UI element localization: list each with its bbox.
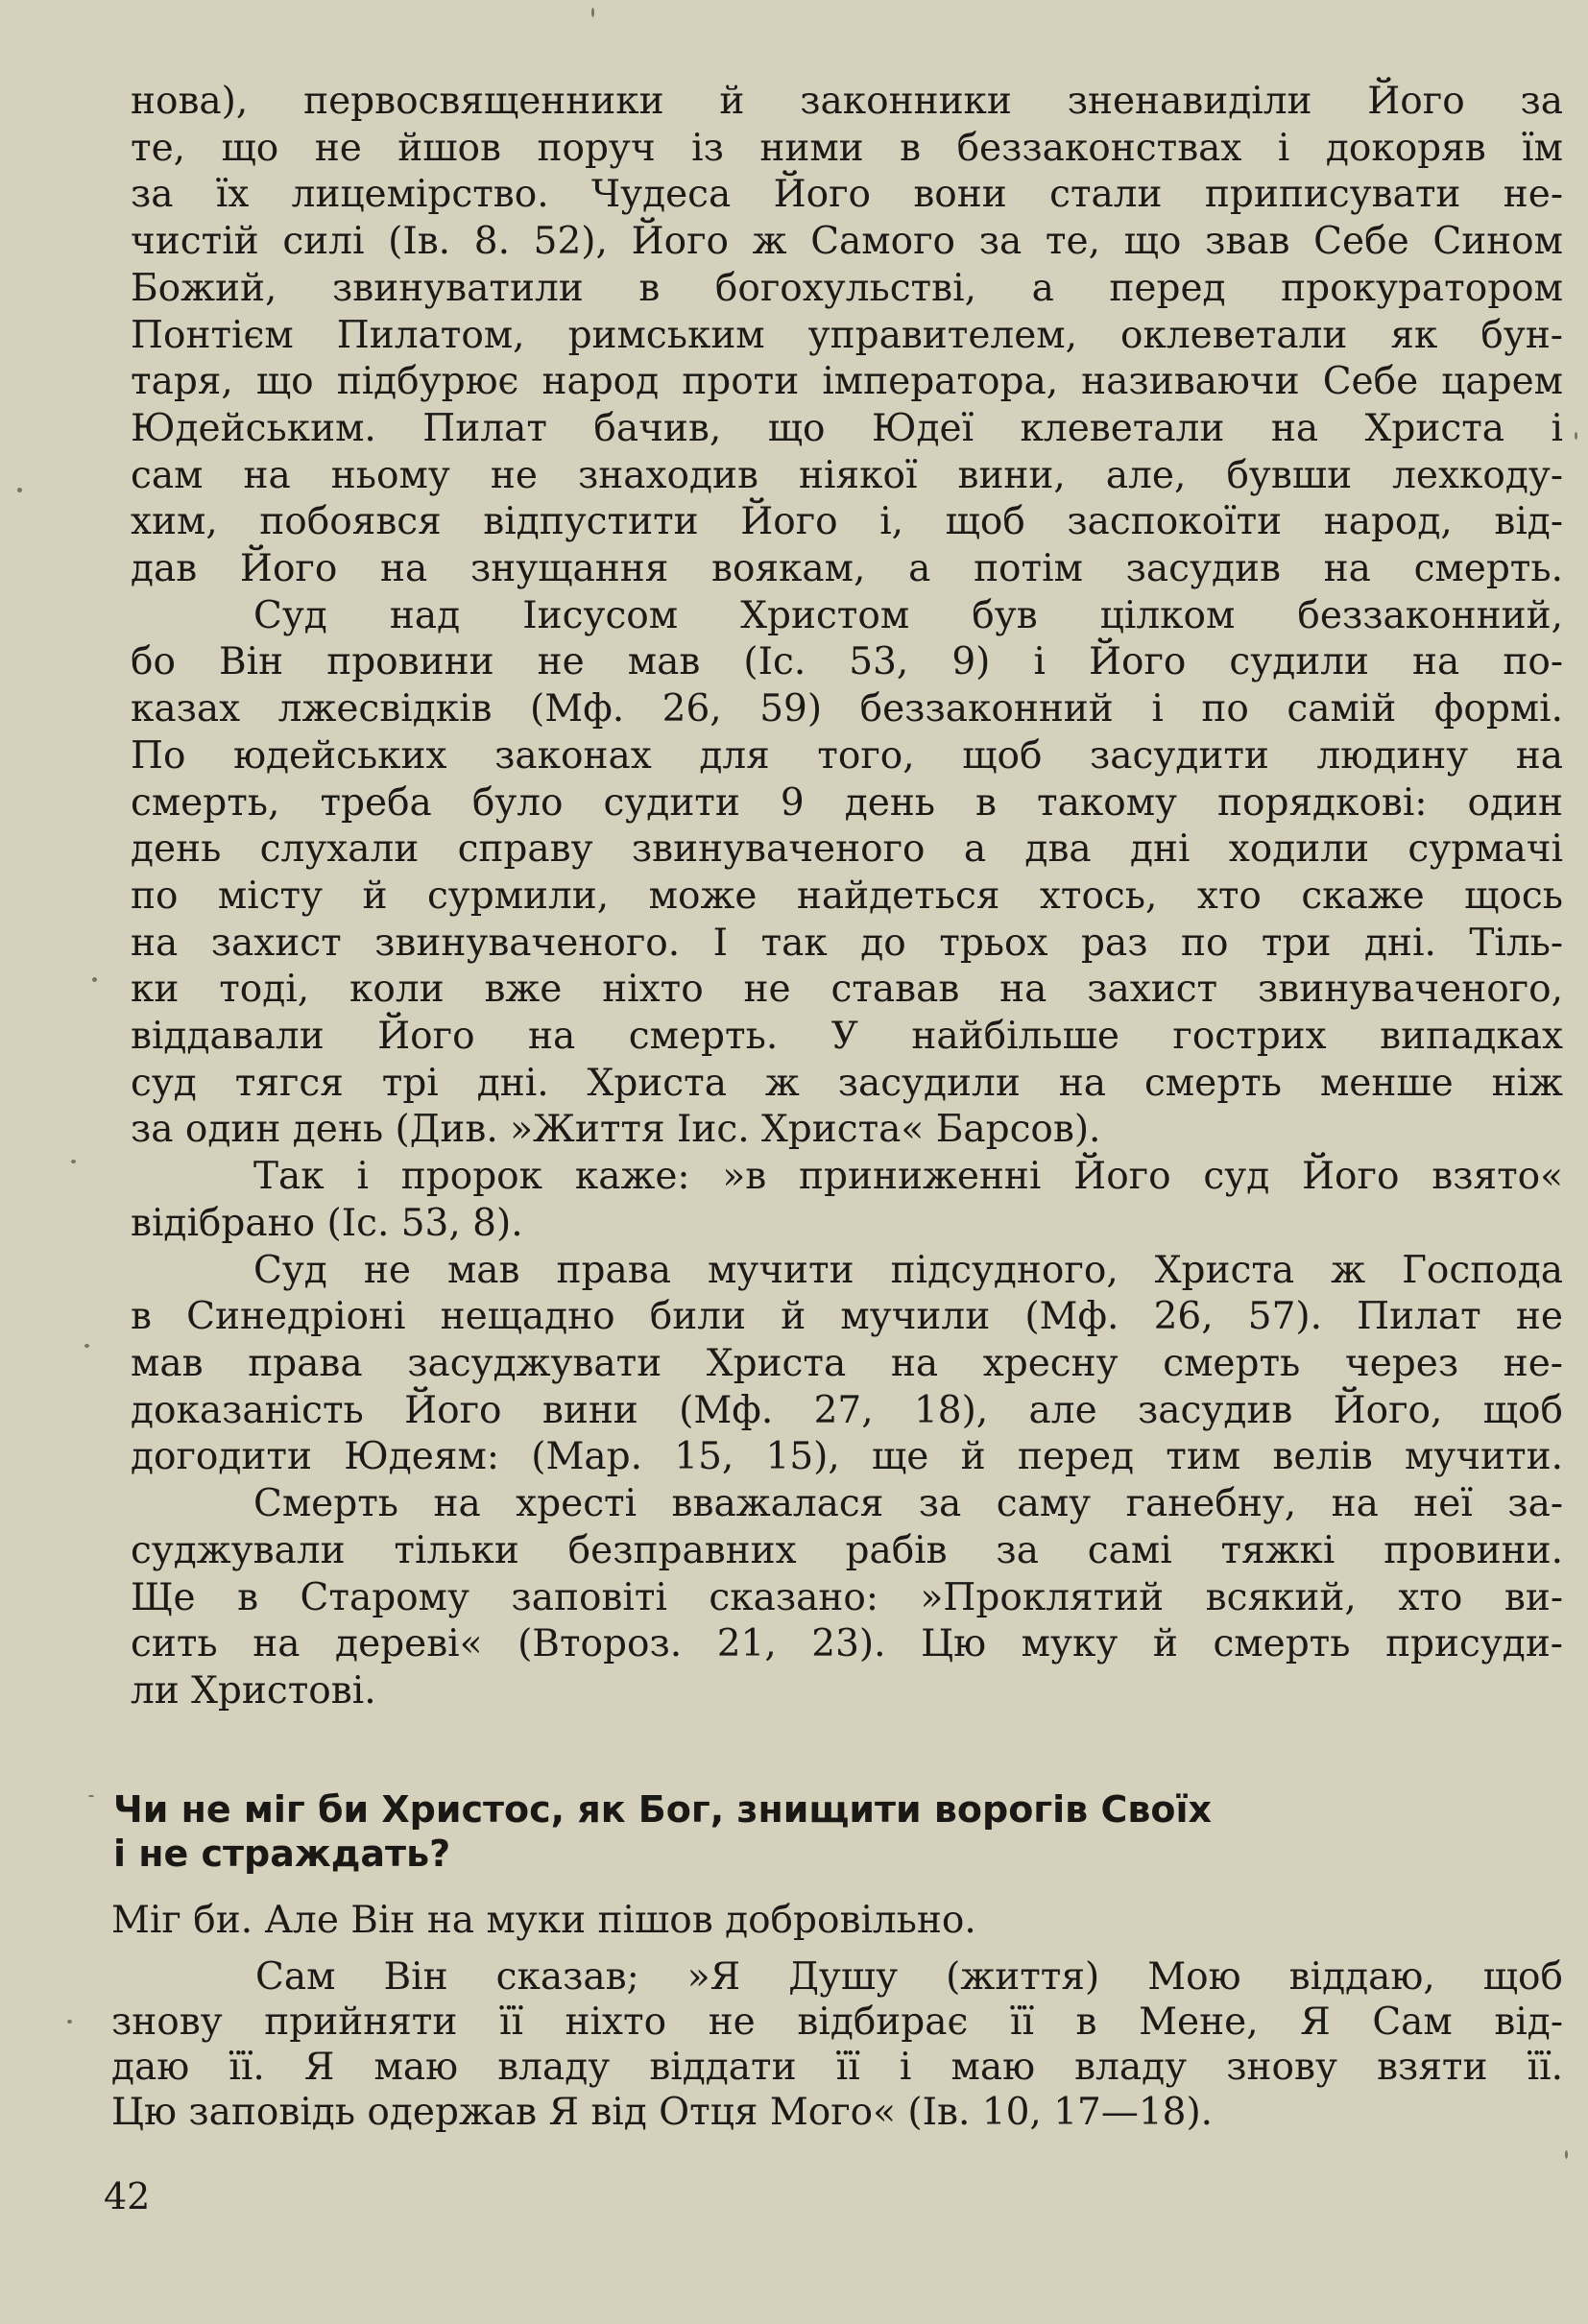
text-line: за один день (Див. »Життя Іис. Христа« Барсов).	[131, 1108, 1101, 1152]
text-line: в Синедріоні нещадно били й мучили (Мф. 26, 57). Пилат не	[131, 1295, 1563, 1339]
paragraph	[131, 593, 1563, 1154]
answer-block	[111, 1898, 1563, 2135]
text-line: хим, побоявся відпустити Його і, щоб заспокоїти народ, від-	[131, 500, 1563, 544]
paper-speck	[591, 8, 594, 17]
heading-line: і не страждать?	[113, 1833, 451, 1875]
paper-speck	[17, 488, 22, 492]
text-line: Божий, звинуватили в богохульстві, а перед прокуратором	[131, 266, 1563, 310]
text-line: відібрано (Іс. 53, 8).	[131, 1201, 523, 1245]
paragraph	[131, 1154, 1563, 1247]
heading-line: Чи не міг би Христос, як Бог, знищити ворогів Своїх	[113, 1788, 1213, 1831]
text-line: на захист звинуваченого. І так до трьох раз по три дні. Тіль-	[131, 921, 1563, 965]
text-line: По юдейських законах для того, щоб засудити людину на	[131, 733, 1563, 778]
text-line: знову прийняти її ніхто не відбирає її в Мене, Я Сам від-	[111, 2001, 1563, 2044]
main-text-block	[131, 79, 1563, 1715]
text-line: мав права засуджувати Христа на хресну смерть через не-	[131, 1341, 1563, 1385]
paragraph	[131, 1248, 1563, 1482]
text-line: доказаність Його вини (Мф. 27, 18), але засудив Його, щоб	[131, 1388, 1563, 1432]
paper-speck	[67, 2020, 72, 2024]
text-line: смерть, треба було судити 9 день в такому порядкові: один	[131, 780, 1563, 825]
text-line: Суд над Іисусом Христом був цілком беззаконний,	[253, 593, 1563, 637]
text-line: нова), первосвященники й законники зненавиділи Його за	[131, 80, 1563, 123]
text-line: Цю заповідь одержав Я від Отця Мого« (Ів. 10, 17—18).	[111, 2091, 1214, 2134]
text-line: день слухали справу звинуваченого а два дні ходили сурмачі	[131, 827, 1563, 872]
text-line: догодити Юдеям: (Мар. 15, 15), ще й перед тим велів мучити.	[131, 1435, 1563, 1479]
paper-speck	[1565, 2150, 1568, 2159]
text-line: казах лжесвідків (Мф. 26, 59) беззаконний і по самій формі.	[131, 687, 1563, 731]
paper-speck	[92, 977, 97, 982]
paragraph	[131, 1481, 1563, 1715]
text-line: Сам Він сказав; »Я Душу (життя) Мою віддаю, щоб	[255, 1955, 1563, 1999]
page-number: 42	[104, 2175, 151, 2217]
paper-speck	[1575, 432, 1577, 440]
text-line: суд тягся трі дні. Христа ж засудили на смерть менше ніж	[131, 1061, 1563, 1105]
text-line: дав Його на знущання воякам, а потім засудив на смерть.	[131, 547, 1563, 591]
text-line: Так і пророк каже: »в приниженні Його суд Його взято«	[253, 1155, 1563, 1199]
text-line: чистій силі (Ів. 8. 52), Його ж Самого за те, що звав Себе Сином	[131, 220, 1563, 264]
text-line: сам на ньому не знаходив ніякої вини, але, бувши лехкоду-	[131, 453, 1563, 497]
text-line: сить на дереві« (Второз. 21, 23). Цю муку й смерть присуди-	[131, 1622, 1563, 1666]
text-line: суджували тільки безправних рабів за самі тяжкі провини.	[131, 1528, 1563, 1572]
text-line: Ще в Старому заповіті сказано: »Проклятий всякий, хто ви-	[131, 1575, 1563, 1619]
section-heading	[113, 1787, 1457, 1876]
text-line: по місту й сурмили, може найдеться хтось, хто скаже щось	[131, 874, 1563, 918]
paper-speck	[88, 1795, 94, 1797]
answer-first-line: Міг би. Але Він на муки пішов добровільно.	[111, 1899, 976, 1942]
text-line: ли Христові.	[131, 1668, 376, 1713]
paper-speck	[84, 1344, 89, 1348]
text-line: за їх лицемірство. Чудеса Його вони стали приписувати не-	[131, 173, 1563, 217]
text-line: Суд не мав права мучити підсудного, Христа ж Господа	[253, 1248, 1563, 1292]
text-line: Смерть на хресті вважалася за саму ганебну, на неї за-	[253, 1482, 1563, 1526]
text-line: Понтієм Пилатом, римським управителем, оклеветали як бун-	[131, 313, 1563, 357]
text-line: бо Він провини не мав (Іс. 53, 9) і Його судили на по-	[131, 640, 1563, 684]
text-line: ки тоді, коли вже ніхто не ставав на захист звинуваченого,	[131, 968, 1563, 1012]
text-line: Юдейським. Пилат бачив, що Юдеї клеветали на Христа і	[131, 406, 1563, 450]
text-line: те, що не йшов поруч із ними в беззаконствах і докоряв їм	[131, 126, 1563, 170]
text-line: даю її. Я маю владу віддати її і маю владу знову взяти її.	[111, 2046, 1563, 2089]
paper-speck	[71, 1160, 76, 1163]
text-line: таря, що підбурює народ проти імператора, називаючи Себе царем	[131, 360, 1563, 404]
paragraph	[131, 79, 1563, 593]
text-line: віддавали Його на смерть. У найбільше гострих випадках	[131, 1015, 1563, 1059]
